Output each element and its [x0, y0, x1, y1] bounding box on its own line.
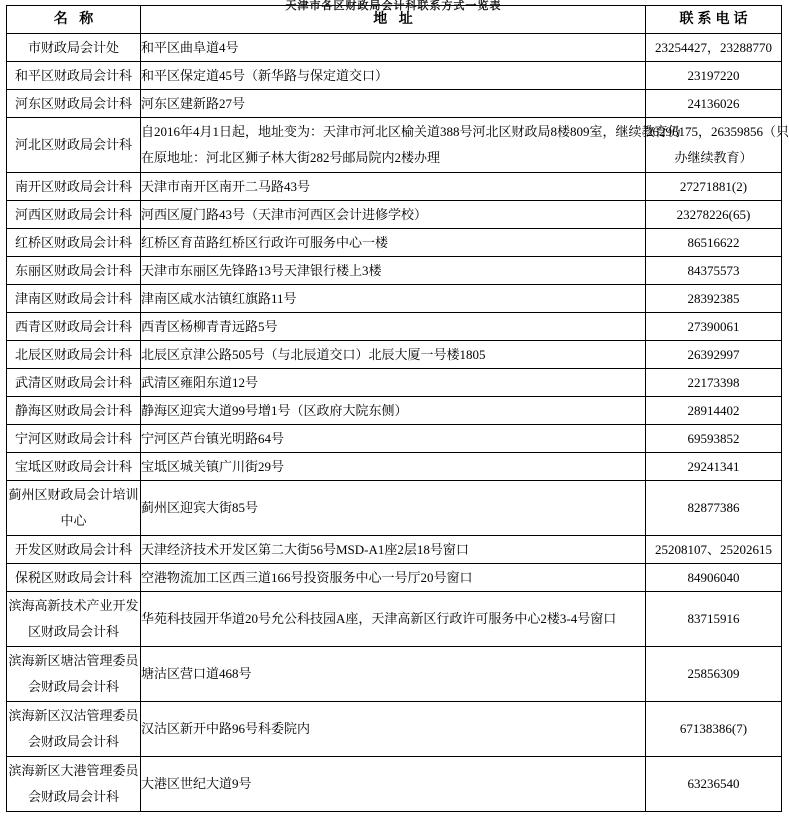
text-line: 滨海高新技术产业开发	[8, 598, 139, 613]
cell-name: 红桥区财政局会计科	[7, 229, 141, 257]
table-body	[7, 34, 789, 812]
cell-address: 北辰区京津公路505号（与北辰道交口）北辰大厦一号楼1805	[141, 341, 646, 369]
cell-name	[7, 481, 141, 536]
cell-name: 宁河区财政局会计科	[7, 425, 141, 453]
table-row	[7, 313, 782, 341]
header-row	[7, 6, 782, 34]
cell-phone: 28392385	[646, 285, 782, 313]
table-row	[7, 397, 782, 425]
cell-phone: 84906040	[646, 564, 782, 592]
text-line: 会财政局会计科	[27, 734, 119, 749]
cell-phone: 29241341	[646, 453, 782, 481]
text-line: 滨海新区汉沽管理委员	[8, 708, 139, 723]
cell-name: 静海区财政局会计科	[7, 397, 141, 425]
table-row	[7, 647, 782, 702]
cell-phone: 83715916	[646, 592, 782, 647]
table-row	[7, 34, 782, 62]
cell-name: 河东区财政局会计科	[7, 90, 141, 118]
cell-address: 武清区雍阳东道12号	[141, 369, 646, 397]
text-line: 办继续教育）	[674, 150, 753, 165]
cell-address: 蓟州区迎宾大街85号	[141, 481, 646, 536]
table-row	[7, 257, 782, 285]
table-row	[7, 118, 782, 173]
cell-name: 武清区财政局会计科	[7, 369, 141, 397]
cell-phone: 23278226(65)	[646, 201, 782, 229]
cell-address: 西青区杨柳青青远路5号	[141, 313, 646, 341]
cell-name: 津南区财政局会计科	[7, 285, 141, 313]
column-header-phone	[646, 6, 782, 34]
cell-address: 宝坻区城关镇广川街29号	[141, 453, 646, 481]
cell-address: 塘沽区营口道468号	[141, 647, 646, 702]
cell-address: 空港物流加工区西三道166号投资服务中心一号厅20号窗口	[141, 564, 646, 592]
cell-name: 市财政局会计处	[7, 34, 141, 62]
column-header-name	[7, 6, 141, 34]
table-header	[7, 6, 782, 34]
cell-address: 和平区保定道45号（新华路与保定道交口）	[141, 62, 646, 90]
text-line: 滨海新区塘沽管理委员	[8, 653, 139, 668]
text-line: 26296175，26359856（只	[646, 124, 789, 139]
contact-table	[6, 5, 789, 812]
text-line: 中心	[60, 513, 87, 528]
cell-address: 天津经济技术开发区第二大街56号MSD-A1座2层18号窗口	[141, 536, 646, 564]
table-row	[7, 425, 782, 453]
cell-address: 和平区曲阜道4号	[141, 34, 646, 62]
cell-name: 东丽区财政局会计科	[7, 257, 141, 285]
cell-phone: 25856309	[646, 647, 782, 702]
column-header-address-label: 地 址	[373, 11, 417, 27]
cell-address: 天津市东丽区先锋路13号天津银行楼上3楼	[141, 257, 646, 285]
table-row	[7, 592, 782, 647]
cell-address	[141, 118, 681, 173]
cell-phone: 25208107、25202615	[646, 536, 782, 564]
text-line: 蓟州区财政局会计培训	[8, 487, 139, 502]
table-row	[7, 481, 782, 536]
table-row	[7, 702, 782, 757]
cell-phone: 82877386	[646, 481, 782, 536]
document-title: 天津市各区财政局会计科联系方式一览表	[285, 0, 502, 12]
cell-name: 西青区财政局会计科	[7, 313, 141, 341]
cell-phone: 22173398	[646, 369, 782, 397]
table-row	[7, 173, 782, 201]
cell-phone: 23254427，23288770	[646, 34, 782, 62]
cell-address: 汉沽区新开中路96号科委院内	[141, 702, 646, 757]
table-row	[7, 229, 782, 257]
table-row	[7, 201, 782, 229]
table-row	[7, 341, 782, 369]
cell-name	[7, 702, 141, 757]
cell-phone: 69593852	[646, 425, 782, 453]
cell-name: 开发区财政局会计科	[7, 536, 141, 564]
cell-name: 南开区财政局会计科	[7, 173, 141, 201]
cell-address: 红桥区育苗路红桥区行政许可服务中心一楼	[141, 229, 646, 257]
table-row	[7, 285, 782, 313]
cell-phone: 67138386(7)	[646, 702, 782, 757]
table-row	[7, 564, 782, 592]
cell-name	[7, 647, 141, 702]
cell-phone: 63236540	[646, 757, 782, 812]
cell-name: 河北区财政局会计科	[7, 118, 141, 173]
text-line: 区财政局会计科	[27, 624, 119, 639]
cell-name	[7, 592, 141, 647]
cell-phone: 27271881(2)	[646, 173, 782, 201]
cell-phone: 27390061	[646, 313, 782, 341]
text-line: 在原地址：河北区狮子林大街282号邮局院内2楼办理	[141, 150, 441, 165]
cell-address: 宁河区芦台镇光明路64号	[141, 425, 646, 453]
cell-name: 北辰区财政局会计科	[7, 341, 141, 369]
cell-phone: 23197220	[646, 62, 782, 90]
table-row	[7, 757, 782, 812]
cell-phone: 86516622	[646, 229, 782, 257]
cell-name: 和平区财政局会计科	[7, 62, 141, 90]
column-header-phone-label: 联系电话	[679, 11, 752, 27]
cell-address: 华苑科技园开华道20号允公科技园A座，天津高新区行政许可服务中心2楼3-4号窗口	[141, 592, 646, 647]
text-line: 自2016年4月1日起，地址变为：天津市河北区榆关道388号河北区财政局8楼809室，继续教育仍	[141, 124, 681, 139]
cell-name: 保税区财政局会计科	[7, 564, 141, 592]
cell-name: 河西区财政局会计科	[7, 201, 141, 229]
cell-address: 河西区厦门路43号（天津市河西区会计进修学校）	[141, 201, 646, 229]
text-line: 会财政局会计科	[27, 789, 119, 804]
table-row	[7, 369, 782, 397]
cell-phone: 26392997	[646, 341, 782, 369]
table-row	[7, 62, 782, 90]
table-row	[7, 90, 782, 118]
cell-phone: 24136026	[646, 90, 782, 118]
cell-name	[7, 757, 141, 812]
text-line: 会财政局会计科	[27, 679, 119, 694]
text-line: 滨海新区大港管理委员	[8, 763, 139, 778]
cell-phone: 28914402	[646, 397, 782, 425]
column-header-address	[141, 6, 646, 34]
cell-address: 河东区建新路27号	[141, 90, 646, 118]
table-row	[7, 453, 782, 481]
cell-address: 大港区世纪大道9号	[141, 757, 646, 812]
cell-address: 静海区迎宾大道99号增1号（区政府大院东侧）	[141, 397, 646, 425]
table-row	[7, 536, 782, 564]
cell-address: 津南区咸水沽镇红旗路11号	[141, 285, 646, 313]
column-header-name-label: 名 称	[53, 11, 98, 27]
cell-address: 天津市南开区南开二马路43号	[141, 173, 646, 201]
cell-phone: 84375573	[646, 257, 782, 285]
cell-phone	[646, 118, 789, 173]
cell-name: 宝坻区财政局会计科	[7, 453, 141, 481]
